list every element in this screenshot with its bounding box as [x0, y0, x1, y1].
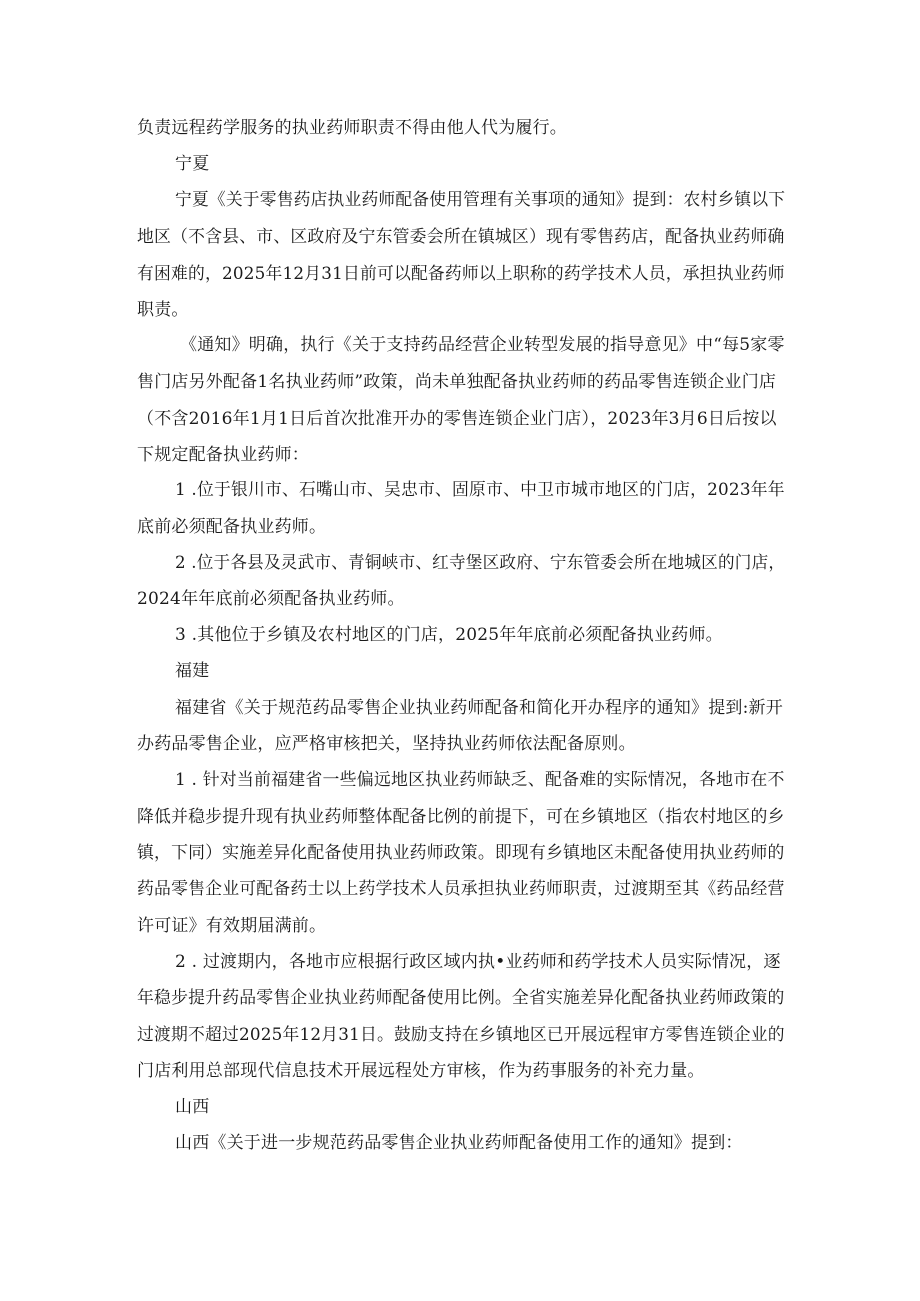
- section-heading-ningxia: 宁夏: [175, 154, 210, 174]
- text-line: 有困难的，2025年12月31日前可以配备药师以上职称的药学技术人员，承担执业药师: [137, 264, 785, 284]
- text-line: 底前必须配备执业药师。: [137, 517, 327, 537]
- text-line: 福建省《关于规范药品零售企业执业药师配备和简化开办程序的通知》提到:新开: [175, 698, 783, 718]
- text-line: 降低并稳步提升现有执业药师整体配备比例的前提下，可在乡镇地区（指农村地区的乡: [137, 807, 785, 827]
- text-line: 许可证》有效期届满前。: [137, 916, 327, 936]
- text-line: 负责远程药学服务的执业药师职责不得由他人代为履行。: [137, 118, 567, 138]
- text-line: 镇，下同）实施差异化配备使用执业药师政策。即现有乡镇地区未配备使用执业药师的: [137, 843, 785, 863]
- text-line: 宁夏《关于零售药店执业药师配备使用管理有关事项的通知》提到：农村乡镇以下: [175, 190, 786, 210]
- section-heading-shanxi: 山西: [175, 1097, 210, 1117]
- text-line: 2 .位于各县及灵武市、青铜峡市、红寺堡区政府、宁东管委会所在地城区的门店，: [175, 553, 786, 573]
- text-line: （不含2016年1月1日后首次批准开办的零售连锁企业门店），2023年3月6日后按以: [137, 409, 777, 429]
- text-line: 办药品零售企业，应严格审核把关，坚持执业药师依法配备原则。: [137, 734, 636, 754]
- text-line: 地区（不含县、市、区政府及宁东管委会所在镇城区）现有零售药店，配备执业药师确: [137, 227, 785, 247]
- text-line: 过渡期不超过2025年12月31日。鼓励支持在乡镇地区已开展远程审方零售连锁企业的: [137, 1025, 785, 1045]
- text-line: 门店利用总部现代信息技术开展远程处方审核，作为药事服务的补充力量。: [137, 1061, 705, 1081]
- text-line: 下规定配备执业药师：: [137, 445, 309, 465]
- text-line: 年稳步提升药品零售企业执业药师配备使用比例。全省实施差异化配备执业药师政策的: [137, 988, 785, 1008]
- text-line: 山西《关于进一步规范药品零售企业执业药师配备使用工作的通知》提到：: [175, 1133, 743, 1153]
- text-line: 3 .其他位于乡镇及农村地区的门店，2025年年底前必须配备执业药师。: [175, 625, 723, 645]
- section-heading-fujian: 福建: [175, 661, 210, 681]
- text-line: 药品零售企业可配备药士以上药学技术人员承担执业药师职责，过渡期至其《药品经营: [137, 879, 785, 899]
- text-line: 售门店另外配备1名执业药师”政策，尚未单独配备执业药师的药品零售连锁企业门店: [137, 372, 777, 392]
- text-line: 《通知》明确，执行《关于支持药品经营企业转型发展的指导意见》中“每5家零: [180, 335, 785, 355]
- text-line: 1 .位于银川市、石嘴山市、吴忠市、固原市、中卫市城市地区的门店，2023年年: [175, 480, 785, 500]
- text-line: 2024年年底前必须配备执业药师。: [137, 589, 405, 609]
- text-line: 2 . 过渡期内，各地市应根据行政区域内执•业药师和药学技术人员实际情况，逐: [175, 952, 781, 972]
- text-line: 1 . 针对当前福建省一些偏远地区执业药师缺乏、配备难的实际情况，各地市在不: [175, 770, 785, 790]
- text-line: 职责。: [137, 300, 189, 320]
